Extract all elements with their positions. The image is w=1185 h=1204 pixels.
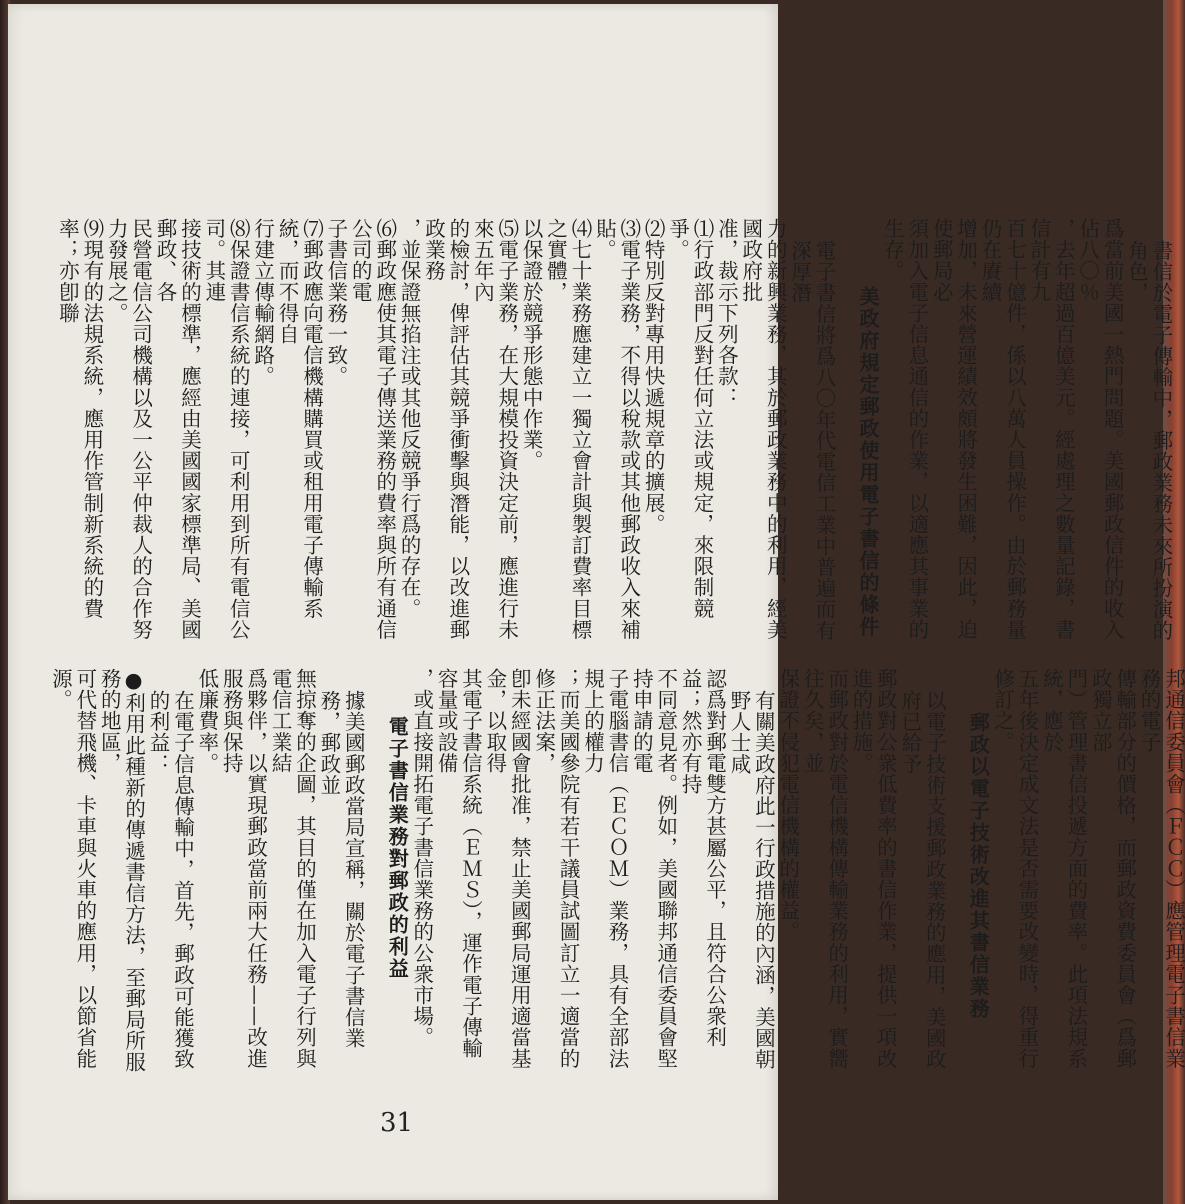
text-line: 以電子技術支援郵政業務的應用，美國政府已給予 (897, 690, 947, 1070)
clause-line: ，並保證無掐注或其他反競爭行爲的存在。 (397, 218, 422, 619)
text-line: ●利用此種新的傳遞書信方法，至郵局所服務的地區， (97, 668, 146, 1073)
text-line: 認爲對郵電雙方甚屬公平，且符合公衆利益；然亦有持 (678, 668, 727, 1048)
text-line: 卽未經國會批准，禁止美國郵局運用適當基金，以取得 (482, 668, 532, 1069)
text-line: ；而美國參院有若干議員試圖訂立一適當的修正法案， (531, 668, 581, 1069)
text-line: 據美國郵政當局宣稱，關於電子書信業務，郵政並 (316, 690, 366, 1049)
clause-line: ⑴行政部門反對任何立法或規定，來限制競爭。 (665, 218, 714, 619)
clause-line: ⑼現有的法規系統，應用作管制新系統的費率；亦卽聯 (55, 218, 104, 619)
section-heading: 郵政以電子技術改進其書信業務 (966, 712, 991, 1020)
text-line: ，或直接開拓電子書信業務的公衆市場。 (409, 668, 434, 1048)
upper-text-block (55, 218, 1173, 650)
text-line: 門）管理書信投遞方面的費率。此項法規系統，應於 (1039, 668, 1088, 1069)
text-line: 子電腦書信（ＥＣＯＭ）業務，具有全部法規上的權力 (580, 668, 629, 1069)
clause-line: ⑹郵政應使其電子傳送業務的費率與所有通信公司的電 (348, 218, 397, 640)
text-line: 不同意見者。例如，美國聯邦通信委員會堅持申請的電 (629, 668, 678, 1069)
text-line: 五年後決定成文法是否需要改變時，得重行修訂之。 (990, 668, 1040, 1069)
text-line: ，去年超過百億美元。經處理之數量記錄，書信計有九 (1026, 218, 1076, 640)
text-line: 其電子書信系統（ＥＭＳ），運作電子傳輸容量或設備 (434, 668, 483, 1059)
lower-text-block (48, 668, 1185, 1078)
text-line: 百七十億件，係以八萬人員操作。由於郵務量仍在賡續 (978, 218, 1027, 640)
text-line: 在電子信息傳輸中，首先，郵政可能獲致的利益： (146, 690, 195, 1070)
clause-line: ⑵特別反對專用快遞規章的擴展。 (641, 218, 666, 535)
text-line: 力的新興業務，其於郵政業務中的利用，經美國政府批 (738, 218, 788, 640)
text-line: 須加入電子信息通信的作業，以適應其事業的生存。 (880, 218, 929, 640)
text-line: 書信於電子傳輸中，郵政業務未來所扮演的角色， (1124, 240, 1173, 641)
clause-line: 的檢討，俾評估其競爭衝擊與潛能，以改進郵政業務 (421, 218, 470, 640)
clause-line: ⑻保證書信系統的連接，可利用到所有電信公司。其連 (201, 218, 251, 640)
text-line: 低廉費率。 (194, 668, 219, 774)
text-line: 郵政對公衆低費率的書信作業，提供一項改進的措施。 (849, 668, 898, 1069)
clause-line: 接技術的標準，應經由美國國家標準局、美國郵政、各 (153, 218, 202, 640)
clause-line: 行建立傳輸網路。 (250, 218, 275, 387)
clause-line: ⑺郵政應向電信機構購買或租用電子傳輸系統，而不得自 (275, 218, 324, 619)
clause-line: ⑷七十業務應建立一獨立會計與製訂費率目標之實體， (543, 218, 592, 640)
page-number: 31 (380, 1108, 414, 1138)
clause-line: 民營電信公司機構以及一公平仲裁人的合作努力發展之。 (104, 218, 153, 640)
text-line: 爲夥伴，以實現郵政當前兩大任務——改進服務與保持 (219, 668, 268, 1069)
clause-line: ⑶電子業務，不得以稅款或其他郵政收入來補貼。 (592, 218, 641, 640)
text-line: 可代替飛機、卡車與火車的應用，以節省能源。 (48, 668, 97, 1069)
text-line: 爲當前美國一熱門問題。美國郵政信件的收入佔八〇％ (1075, 218, 1125, 640)
clause-line: ⑸電子業務，在大規模投資決定前，應進行未來五年內 (470, 218, 519, 640)
clause-line: 以保證於競爭形態中作業。 (519, 218, 544, 472)
text-line: 傳輸部分的價格，而郵政資費委員會（爲郵政獨立部 (1088, 668, 1137, 1069)
text-line: 無掠奪的企圖，其目的僅在加入電子行列與電信工業結 (268, 668, 317, 1069)
text-line: 而郵政對於電信機構傳輸業務的利用，實嚮往久矣，並 (800, 668, 849, 1069)
text-line: 保證不侵犯電信機構的權益。 (775, 668, 800, 943)
section-heading: 美政府規定郵政使用電子書信的條件 (856, 286, 880, 638)
text-line: 有關美政府此一行政措施的內涵，美國朝野人士咸 (726, 690, 776, 1070)
text-line: 邦通信委員會（ＦＣＣ）應管理電子書信業務的電子 (1137, 668, 1185, 1069)
section-heading: 電子書信業務對郵政的利益 (385, 716, 410, 980)
text-line: 增加，未來營運績效頗將發生困難，因此，迫使郵局必 (929, 218, 978, 640)
text-line: 准，裁示下列各款： (714, 218, 739, 408)
clause-line: 子書信業務一致。 (323, 218, 348, 387)
text-line: 電子書信將爲八〇年代電信工業中普遍而有深厚潛 (787, 240, 836, 641)
